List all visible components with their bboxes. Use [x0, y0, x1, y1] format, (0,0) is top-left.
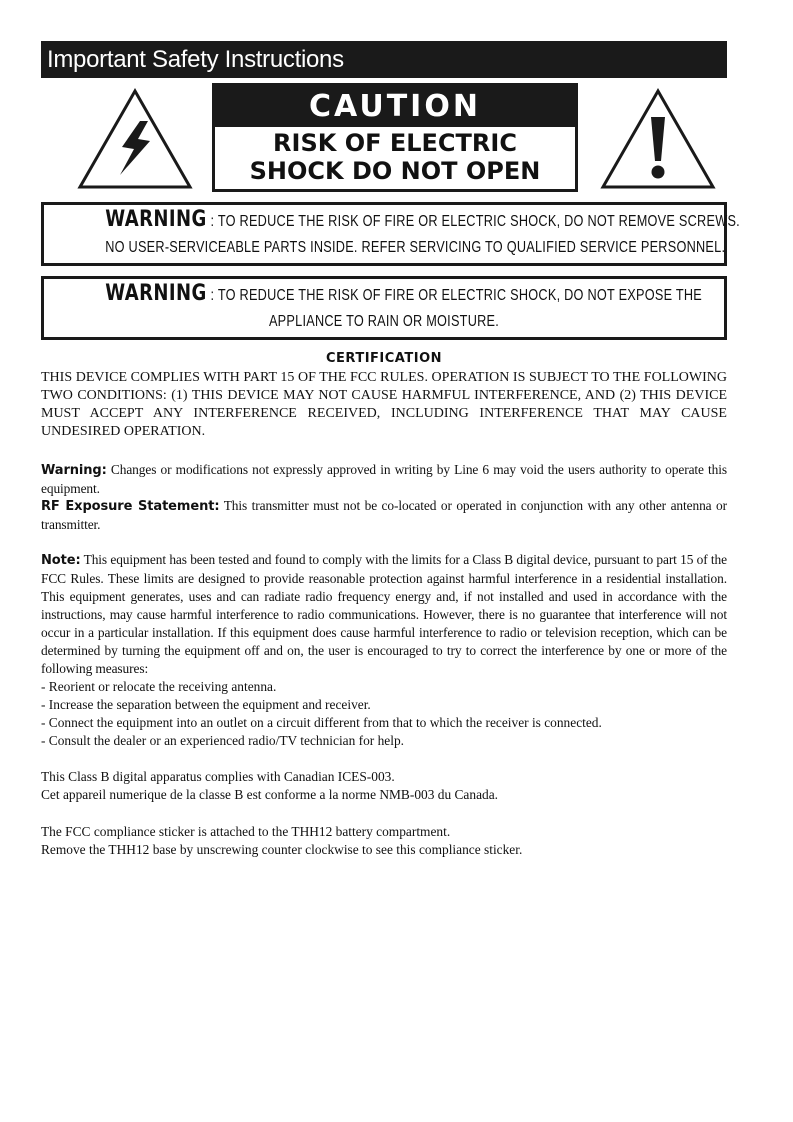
certification-text: THIS DEVICE COMPLIES WITH PART 15 OF THE FCC RULES. OPERATION IS SUBJECT TO THE FOLLOWING TWO CONDITIONS: (1) THIS DEVICE MAY NOT CAUSE HARMFUL INTERFERENCE, AND (2) THIS DEVICE MUST ACCEPT ANY INTERFERENCE RECEIVED, INCLUDING INTERFERENCE THAT MAY CAUSE UNDESIRED OPERATION.: [41, 370, 727, 439]
sticker-line-1: The FCC compliance sticker is attached to the THH12 battery compartment.: [41, 824, 451, 839]
rf-statement: [41, 497, 727, 534]
warning-line-1: [105, 207, 740, 235]
warning-label: WARNING: [105, 281, 207, 306]
warning-box-screws: [41, 202, 740, 266]
list-item: - Reorient or relocate the receiving antenna.: [41, 679, 277, 694]
lightning-bolt-icon: [76, 87, 194, 191]
certification-title: CERTIFICATION: [326, 351, 442, 366]
list-item: - Connect the equipment into an outlet on a circuit different from that to which the receiver is connected.: [41, 715, 602, 730]
list-item: - Consult the dealer or an experienced radio/TV technician for help.: [41, 733, 405, 748]
warning-line-1: [105, 281, 703, 309]
measures-list: [41, 678, 727, 750]
warning-text-1: : TO REDUCE THE RISK OF FIRE OR ELECTRIC SHOCK, DO NOT EXPOSE THE: [206, 287, 703, 304]
page-title: Important Safety Instructions: [41, 41, 727, 78]
warning-note-text: Changes or modifications not expressly approved in writing by Line 6 may void the users authority to operate this equipment.: [41, 462, 727, 496]
canada-line-1: This Class B digital apparatus complies with Canadian ICES-003.: [41, 769, 395, 784]
caution-line-1: RISK OF ELECTRIC: [273, 129, 517, 157]
note-text: This equipment has been tested and found to comply with the limits for a Class B digital device, pursuant to part 15 of the FCC Rules. These limits are designed to provide reasonable protection against harmful interference in a residential installation. This equipment generates, uses and can radiate radio frequency energy and, if not installed and used in accordance with the instructions, may cause harmful interference to radio communications. However, there is no guarantee that interference will not occur in a particular installation. If this equipment does cause harmful interference to radio or television reception, which can be determined by turning the equipment off and on, the user is encouraged to try to correct the interference by one or more of the following measures:: [41, 552, 727, 676]
caution-panel: [212, 83, 578, 192]
warning-label: WARNING: [105, 207, 207, 232]
list-item: - Increase the separation between the equipment and receiver.: [41, 697, 371, 712]
rf-label: RF Exposure Statement:: [41, 499, 220, 514]
rf-text: This transmitter must not be co-located or operated in conjunction with any other antenna or transmitter.: [41, 498, 727, 532]
fcc-note: [41, 551, 727, 678]
sticker-info: [41, 823, 727, 859]
caution-message: [215, 127, 575, 185]
warning-note: [41, 461, 727, 498]
warning-line-2: APPLIANCE TO RAIN OR MOISTURE.: [268, 313, 500, 330]
exclamation-icon: [599, 87, 717, 191]
caution-line-2: SHOCK DO NOT OPEN: [249, 157, 541, 185]
caution-heading: CAUTION: [215, 86, 575, 127]
note-label: Note:: [41, 553, 81, 568]
canada-compliance: [41, 768, 727, 804]
warning-note-label: Warning:: [41, 463, 107, 478]
sticker-line-2: Remove the THH12 base by unscrewing counter clockwise to see this compliance sticker.: [41, 842, 523, 857]
warning-box-moisture: [41, 276, 727, 340]
warning-line-2: NO USER-SERVICEABLE PARTS INSIDE. REFER SERVICING TO QUALIFIED SERVICE PERSONNEL.: [105, 239, 726, 256]
warning-text-1: : TO REDUCE THE RISK OF FIRE OR ELECTRIC SHOCK, DO NOT REMOVE SCREWS.: [206, 213, 740, 230]
canada-line-2: Cet appareil numerique de la classe B est conforme a la norme NMB-003 du Canada.: [41, 787, 498, 802]
